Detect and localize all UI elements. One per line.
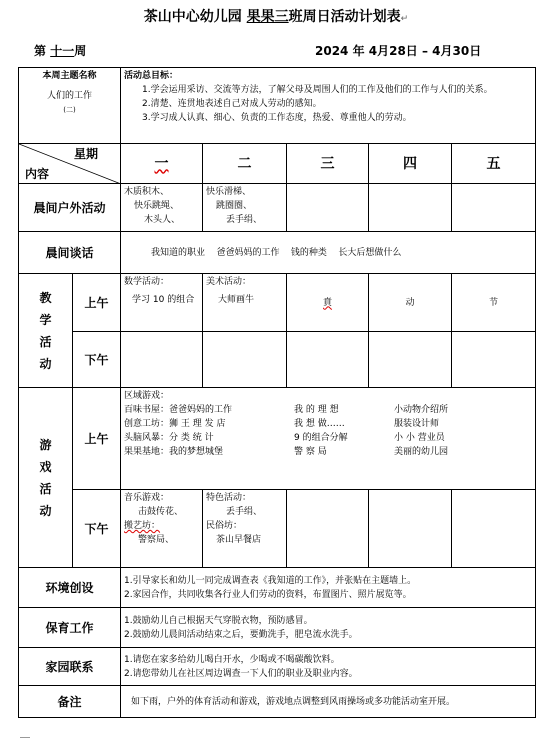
- games-pm-item: 茶山早餐店: [216, 535, 262, 545]
- teaching-item: 美术活动：: [206, 277, 252, 287]
- goal-item: 1.学会运用采访、交流等方法，了解父母及周围人们的工作及他们的工作与人们的关系。: [142, 85, 493, 95]
- week-number: 十一: [50, 44, 75, 58]
- days-header-row: [19, 144, 536, 184]
- teaching-char: 活: [39, 334, 52, 349]
- day-content-header: [19, 144, 121, 184]
- teaching-pm-tue: [203, 332, 287, 388]
- teaching-char: 动: [39, 356, 52, 371]
- day-wed: 三: [287, 144, 369, 184]
- teaching-item: 賁: [323, 297, 333, 308]
- outdoor-item: 快乐跳绳、: [134, 201, 180, 211]
- games-am-cell: [121, 388, 536, 490]
- games-cell: 警 察 局: [294, 447, 327, 457]
- games-pm-item: 搬艺坊：: [124, 521, 161, 531]
- games-am-row: [19, 388, 536, 490]
- family-label: 家园联系: [19, 648, 121, 686]
- games-cell: 创意工坊：狮 王 理 发 店: [124, 419, 226, 429]
- games-am-label: 上午: [73, 388, 121, 490]
- page-corner-mark: [20, 737, 30, 744]
- games-label: [19, 388, 73, 568]
- notes-row: [19, 686, 536, 718]
- games-pm-item: 警察局、: [138, 535, 175, 545]
- games-pm-tue: [203, 490, 287, 568]
- games-char: 游: [39, 437, 52, 452]
- games-pm-label: 下午: [73, 490, 121, 568]
- day-tue: 二: [203, 144, 287, 184]
- games-pm-item: 特色活动：: [206, 493, 252, 503]
- games-pm-row: [19, 490, 536, 568]
- teaching-item: 学习 10 的组合: [132, 295, 195, 305]
- theme-cell: [19, 68, 121, 144]
- games-cell: 我 的 理 想: [294, 405, 339, 415]
- environment-label: 环境创设: [19, 568, 121, 608]
- outdoor-wed: [287, 184, 369, 232]
- care-item: 2.鼓励幼儿晨间活动结束之后，要勤洗手，肥皂流水洗手。: [124, 629, 358, 640]
- notes-text: 如下雨，户外的体育活动和游戏，游戏地点调整到风雨操场或多功能活动室开展。: [121, 686, 536, 718]
- week-prefix: 第: [34, 44, 47, 58]
- outdoor-label: 晨间户外活动: [19, 184, 121, 232]
- teaching-pm-wed: [287, 332, 369, 388]
- outdoor-item: 跳圈圈、: [216, 201, 253, 211]
- outdoor-item: 丢手绢、: [226, 215, 263, 225]
- date-range: 2024 年 4月28日 – 4月30日: [315, 44, 482, 58]
- teaching-pm-row: [19, 332, 536, 388]
- outdoor-thu: [369, 184, 452, 232]
- games-pm-item: 音乐游戏：: [124, 493, 170, 503]
- week-unit: 周: [74, 44, 87, 58]
- games-pm-item: 击鼓传花、: [138, 507, 184, 517]
- day-mon: [121, 144, 203, 184]
- outdoor-row: [19, 184, 536, 232]
- notes-label: 备注: [19, 686, 121, 718]
- games-char: 动: [39, 503, 52, 518]
- talk-row: [19, 232, 536, 274]
- games-pm-item: 丢手绢、: [226, 507, 263, 517]
- teaching-char: 教: [39, 290, 52, 305]
- teaching-am-row: [19, 274, 536, 332]
- goal-item: 2.清楚、连贯地表述自己对成人劳动的感知。: [142, 99, 322, 109]
- games-cell: 头脑风暴：分 类 统 计: [124, 433, 214, 443]
- environment-item: 1.引导家长和幼儿一同完成调查表《我知道的工作》，并张贴在主题墙上。: [124, 575, 417, 586]
- games-cell: 小 小 营业员: [394, 433, 445, 443]
- environment-cell: [121, 568, 536, 608]
- goal-item: 3.学习成人认真、细心、负责的工作态度，热爱、尊重他人的劳动。: [142, 113, 412, 123]
- teaching-pm-fri: [452, 332, 536, 388]
- care-item: 1.鼓励幼儿自己根据天气穿脱衣物，预防感冒。: [124, 615, 313, 626]
- teaching-am-label: 上午: [73, 274, 121, 332]
- teaching-pm-mon: [121, 332, 203, 388]
- content-label: 内容: [25, 167, 50, 181]
- family-item: 2.请您带幼儿在社区周边调查一下人们的职业及职业内容。: [124, 668, 358, 679]
- day-thu: 四: [369, 144, 452, 184]
- goals-label: 活动总目标：: [124, 71, 179, 81]
- environment-item: 2.家园合作，共同收集各行业人们劳动的资料，布置图片、照片展览等。: [124, 589, 412, 600]
- games-char: 活: [39, 481, 52, 496]
- teaching-am-thu: 动: [369, 274, 452, 332]
- teaching-label: [19, 274, 73, 388]
- teaching-pm-thu: [369, 332, 452, 388]
- games-cell: 百味书屋：爸爸妈妈的工作: [124, 405, 233, 415]
- environment-row: [19, 568, 536, 608]
- care-row: [19, 608, 536, 648]
- care-label: 保育工作: [19, 608, 121, 648]
- games-pm-fri: [452, 490, 536, 568]
- outdoor-mon: [121, 184, 203, 232]
- games-cell: 我 想 做……: [294, 419, 345, 429]
- care-cell: [121, 608, 536, 648]
- week-label: [34, 42, 86, 59]
- family-cell: [121, 648, 536, 686]
- day-fri: 五: [452, 144, 536, 184]
- talk-text: 我知道的职业 爸爸妈妈的工作 钱的种类 长大后想做什么: [121, 232, 536, 274]
- teaching-am-fri: 节: [452, 274, 536, 332]
- page-title: 茶山中心幼儿园 果果三班周日活动计划表↵: [143, 9, 409, 25]
- goals-cell: [121, 68, 536, 144]
- outdoor-tue: [203, 184, 287, 232]
- games-pm-mon: [121, 490, 203, 568]
- teaching-pm-label: 下午: [73, 332, 121, 388]
- theme-row: [19, 68, 536, 144]
- outdoor-item: 木质积木、: [124, 187, 170, 197]
- teaching-item: 数学活动：: [124, 277, 170, 287]
- games-pm-item: 民俗坊：: [206, 521, 243, 531]
- school-name: 茶山中心幼儿园: [143, 9, 242, 25]
- games-pm-wed: [287, 490, 369, 568]
- theme-name: 人们的工作: [47, 91, 93, 101]
- outdoor-item: 木头人、: [144, 215, 181, 225]
- games-am-title: 区域游戏：: [124, 391, 170, 401]
- games-pm-thu: [369, 490, 452, 568]
- title-suffix: 班周日活动计划表: [288, 9, 401, 25]
- games-cell: 小动物介绍所: [394, 405, 449, 415]
- teaching-am-tue: [203, 274, 287, 332]
- family-item: 1.请您在家多给幼儿喝白开水，少喝或不喝碳酸饮料。: [124, 654, 340, 665]
- teaching-am-mon: [121, 274, 203, 332]
- games-row: [124, 431, 532, 445]
- family-row: [19, 648, 536, 686]
- games-cell: 服装设计师: [394, 419, 440, 429]
- games-row: [124, 417, 532, 431]
- games-cell: 果果基地：我的梦想城堡: [124, 447, 224, 457]
- teaching-item: 大师画牛: [218, 295, 255, 305]
- outdoor-fri: [452, 184, 536, 232]
- day-label: 星期: [74, 147, 99, 161]
- games-char: 戏: [39, 459, 52, 474]
- teaching-char: 学: [39, 312, 52, 327]
- theme-label: 本周主题名称: [42, 71, 97, 81]
- activity-plan-table: [18, 67, 536, 718]
- class-name: 果果三: [246, 9, 289, 25]
- games-row: [124, 445, 532, 459]
- games-cell: 9 的组合分解: [294, 433, 348, 443]
- theme-part: (二): [63, 106, 76, 114]
- talk-label: 晨间谈话: [19, 232, 121, 274]
- outdoor-item: 快乐滑梯、: [206, 187, 252, 197]
- games-row: [124, 403, 532, 417]
- day-mon-label: 一: [154, 155, 169, 172]
- games-cell: 美丽的幼儿园: [394, 447, 449, 457]
- teaching-am-wed: [287, 274, 369, 332]
